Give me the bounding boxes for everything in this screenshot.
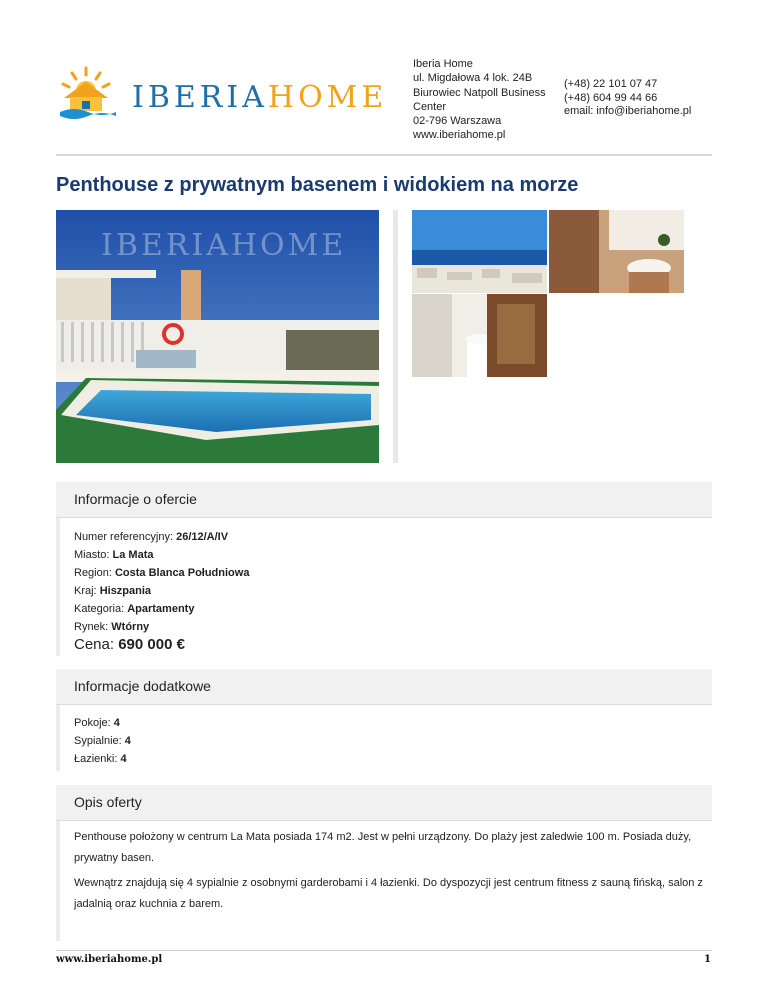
phone-number[interactable]: (+48) 22 101 07 47 — [564, 78, 658, 90]
description-paragraph: Penthouse położony w centrum La Mata posiada 174 m2. Jest w pełni urządzony. Do plaży jest zaledwie 100 m. Posiada duży, prywatny basen. — [74, 831, 692, 864]
address-line: Biurowiec Natpoll Business Center — [413, 86, 546, 113]
thumbnail-bathroom[interactable] — [549, 210, 684, 293]
market: Rynek: Wtórny — [74, 621, 150, 633]
footer-website[interactable]: www.iberiahome.pl — [56, 954, 163, 965]
price: Cena: 690 000 € — [74, 636, 185, 653]
contact-info — [564, 78, 691, 119]
header-divider — [56, 154, 712, 156]
page-number: 1 — [704, 954, 711, 965]
additional-info-header — [56, 669, 712, 705]
phone-number[interactable]: (+48) 604 99 44 66 — [564, 91, 658, 104]
section-heading: Informacje dodatkowe — [74, 678, 211, 694]
email-link[interactable]: email: info@iberiahome.pl — [564, 105, 692, 117]
company-name: Iberia Home — [413, 58, 473, 70]
house-sun-logo-icon — [56, 66, 126, 122]
gallery-divider — [393, 210, 398, 463]
region: Region: Costa Blanca Południowa — [74, 567, 250, 579]
city: Miasto: La Mata — [74, 549, 154, 561]
page-title: Penthouse z prywatnym basenem i widokiem na morze — [56, 174, 579, 196]
category: Kategoria: Apartamenty — [74, 603, 195, 615]
rooms: Pokoje: 4 — [74, 717, 120, 729]
section-heading: Informacje o ofercie — [74, 491, 197, 507]
main-photo-pool[interactable] — [56, 210, 379, 463]
company-logo — [56, 66, 388, 122]
section-heading: Opis oferty — [74, 794, 142, 810]
description-paragraph: Wewnątrz znajdują się 4 sypialnie z osobnymi garderobami i 4 łazienki. Do dyspozycji jest centrum fitness z sauną fińską, salon z jadalnią oraz kuchnia z barem. — [74, 877, 703, 910]
website-link[interactable]: www.iberiahome.pl — [413, 129, 506, 142]
address-line: 02-796 Warszawa — [413, 115, 502, 128]
bedrooms: Sypialnie: 4 — [74, 735, 131, 747]
offer-info-body — [56, 518, 712, 656]
logo-wordmark: IBERIAHOME — [132, 80, 388, 115]
photo-watermark: IBERIAHOME — [101, 228, 347, 263]
reference-number: Numer referencyjny: 26/12/A/IV — [74, 531, 229, 543]
bathrooms: Łazienki: 4 — [74, 753, 127, 765]
thumbnail-washroom[interactable] — [412, 294, 547, 377]
company-address — [413, 57, 563, 143]
address-line: ul. Migdałowa 4 lok. 24B — [413, 72, 533, 85]
additional-info-body — [56, 705, 712, 771]
description-body — [56, 821, 712, 941]
footer-divider — [56, 950, 712, 951]
offer-info-header — [56, 482, 712, 518]
thumbnail-sea-view[interactable] — [412, 210, 547, 293]
description-header — [56, 785, 712, 821]
country: Kraj: Hiszpania — [74, 585, 152, 597]
